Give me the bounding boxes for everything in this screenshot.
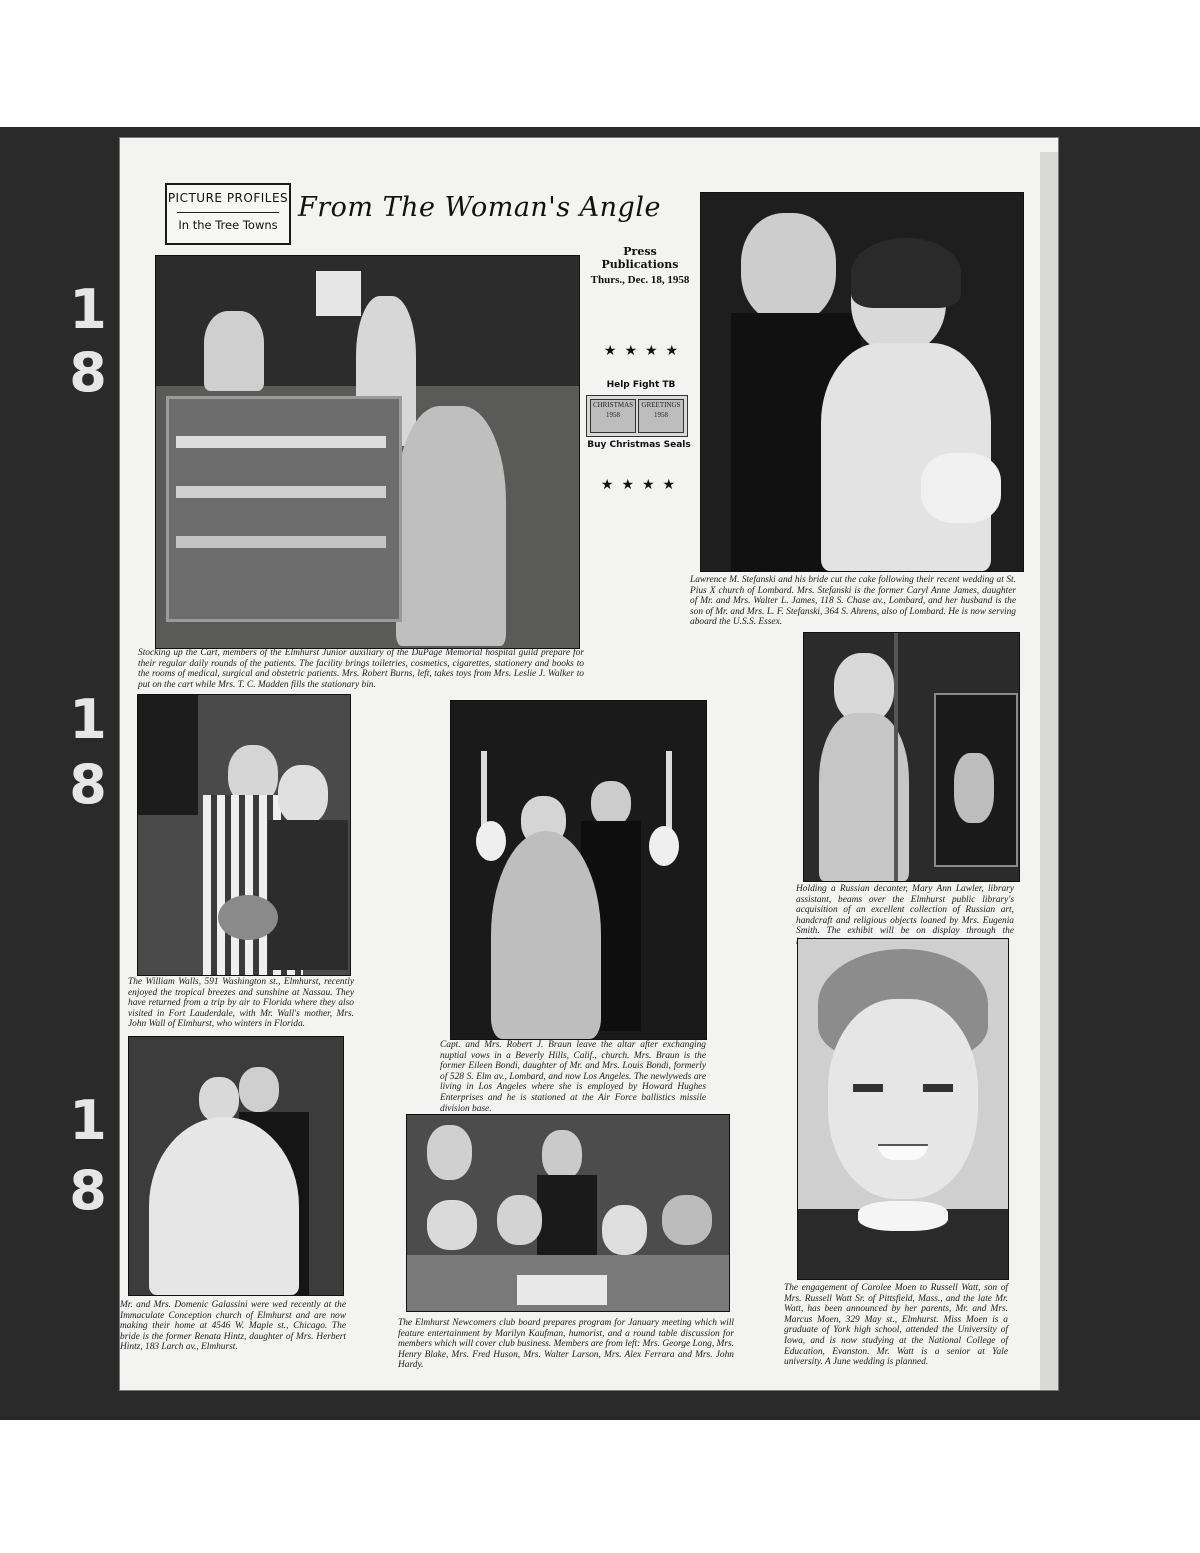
christmas-seals-image bbox=[586, 395, 688, 437]
newcomers-club-photo bbox=[406, 1114, 730, 1312]
picture-profiles-box bbox=[165, 183, 291, 245]
lawler-library-photo bbox=[803, 632, 1020, 882]
margin-number: 1 bbox=[69, 688, 107, 751]
moen-portrait-photo bbox=[797, 938, 1009, 1280]
stefanski-wedding-photo bbox=[700, 192, 1024, 572]
christmas-seal: GREETINGS 1958 bbox=[638, 399, 684, 433]
galassini-wedding-photo bbox=[128, 1036, 344, 1296]
margin-number: 8 bbox=[69, 1159, 107, 1222]
stars-divider: ★★★★ bbox=[600, 478, 684, 493]
walls-caption: The William Walls, 591 Washington st., Elmhurst, recently enjoyed the tropical breezes and sunshine at Nassau. They have returned from a trip by air to Florida where they also visited in Fort Lauderdale, with Mr. Wall's mother, Mrs. John Wall of Elmhurst, who winters in Florida. bbox=[128, 977, 354, 1030]
walls-couple-photo bbox=[137, 694, 351, 976]
box-rule bbox=[177, 212, 279, 213]
tb-heading: Help Fight TB bbox=[606, 380, 676, 390]
braun-caption: Capt. and Mrs. Robert J. Braun leave the altar after exchanging nuptial vows in a Beverly Hills, Calif., church. Mrs. Braun is the former Eileen Bondi, daughter of Mr. and Mrs. Louis Bondi, formerly of 528 S. Elm av., Lombard, and now Los Angeles. The newlyweds are living in Los Angeles where she is employed by Howard Hughes Enterprises and he is stationed at the Air Force ballistics missile division base. bbox=[440, 1040, 706, 1114]
masthead: Press Publications bbox=[601, 245, 679, 271]
stefanski-caption: Lawrence M. Stefanski and his bride cut the cake following their recent wedding at St. Pius X church of Lombard. Mrs. Stefanski is the former Caryl Anne James, daughter of Mr. and Mrs. Walter L. James, 118 S. Chase av., Lombard, and her husband is the son of Mr. and Mrs. L. F. Stefanski, 364 S. Ahrens, also of Lombard. He is now serving aboard the U.S.S. Essex. bbox=[690, 575, 1016, 628]
margin-number: 8 bbox=[69, 341, 107, 404]
christmas-seal: CHRISTMAS 1958 bbox=[590, 399, 636, 433]
newcomers-caption: The Elmhurst Newcomers club board prepares program for January meeting which will feature entertainment by Marilyn Kaufman, humorist, and a round table discussion for members which will cover club business. Members are from left: Mrs. George Long, Mrs. Henry Blake, Mrs. Fred Huson, Mrs. Walter Larson, Mrs. Alex Ferrara and Mrs. John Hardy. bbox=[398, 1318, 734, 1371]
braun-wedding-photo bbox=[450, 700, 707, 1040]
hospital-cart-photo bbox=[155, 255, 580, 649]
moen-caption: The engagement of Carolee Moen to Russell Watt, son of Mrs. Russell Watt Sr. of Pittsfield, Mass., and the late Mr. Watt, has been announced by her parents, Mr. and Mrs. Marcus Moen, 329 May st., Elmhurst. Miss Moen is a graduate of York high school, attended the University of Iowa, and is now studying at the National College of Education, Evanston. Mr. Watt is a senior at Yale university. A June wedding is planned. bbox=[784, 1283, 1008, 1368]
tb-footer: Buy Christmas Seals bbox=[587, 440, 691, 450]
hospital-cart-caption: Stocking up the Cart, members of the Elmhurst Junior auxiliary of the DuPage Memorial hospital guild prepare for their regular daily rounds of the patients. The facility brings toiletries, cosmetics, cigarettes, stationery and books to the rooms of medical, surgical and obstetric patients. Mrs. Robert Burns, left, takes toys from Mrs. Leslie J. Walker to put on the cart while Mrs. T. C. Madden fills the stationary bin. bbox=[138, 648, 584, 690]
stars-divider: ★★★★ bbox=[603, 344, 687, 359]
lawler-caption: Holding a Russian decanter, Mary Ann Lawler, library assistant, beams over the Elmhurst public library's acquisition of an excellent collection of Russian art, handcraft and religious objects loaned by Mrs. Eugenia Smith. The exhibit will be on display through the bbox=[796, 884, 1014, 937]
margin-number: 1 bbox=[69, 278, 107, 341]
dateline: Thurs., Dec. 18, 1958 bbox=[590, 274, 690, 286]
page-headline: From The Woman's Angle bbox=[298, 192, 661, 223]
paper-edge bbox=[1040, 152, 1058, 1390]
box-subtitle: In the Tree Towns bbox=[178, 218, 278, 232]
galassini-caption: Mr. and Mrs. Domenic Galassini were wed recently at the Immaculate Conception church of Elmhurst and are now making their home at 4546 W. Maple st., Chicago. The bride is the former Renata Hintz, daughter of Mrs. Herbert Hintz, 183 Larch av., Elmhurst. bbox=[120, 1300, 346, 1353]
margin-number: 8 bbox=[69, 753, 107, 816]
margin-number: 1 bbox=[69, 1089, 107, 1152]
box-title: PICTURE PROFILES bbox=[167, 191, 289, 205]
